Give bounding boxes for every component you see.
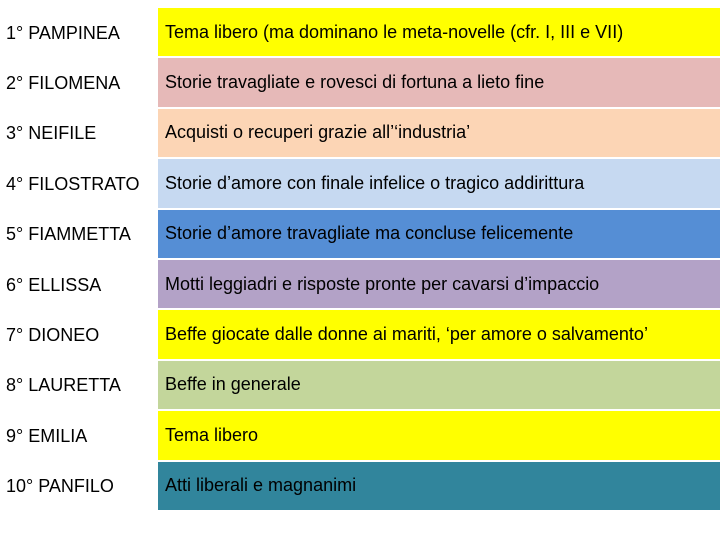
day-narrator-cell: 1° PAMPINEA xyxy=(6,22,120,43)
day-theme-cell: Beffe in generale xyxy=(158,361,720,411)
day-theme-cell: Storie d’amore travagliate ma concluse felicemente xyxy=(158,210,720,260)
day-narrator-cell: 3° NEIFILE xyxy=(6,123,97,144)
day-narrator-cell: 2° FILOMENA xyxy=(6,73,121,94)
table-row xyxy=(0,58,720,108)
day-theme-cell: Storie travagliate e rovesci di fortuna a lieto fine xyxy=(158,58,720,108)
table-row xyxy=(0,361,720,411)
day-narrator-cell: 6° ELLISSA xyxy=(6,274,102,295)
day-narrator-cell: 4° FILOSTRATO xyxy=(6,173,140,194)
table-row xyxy=(0,411,720,461)
table-row xyxy=(0,462,720,512)
day-narrator-cell: 5° FIAMMETTA xyxy=(6,224,131,245)
day-narrator-cell: 10° PANFILO xyxy=(6,476,114,497)
table-row xyxy=(0,8,720,58)
day-narrator-cell: 8° LAURETTA xyxy=(6,375,121,396)
day-theme-cell: Atti liberali e magnanimi xyxy=(158,462,720,512)
day-narrator-cell: 7° DIONEO xyxy=(6,325,100,346)
table-row xyxy=(0,210,720,260)
table-row xyxy=(0,109,720,159)
day-theme-cell: Storie d’amore con finale infelice o tragico addirittura xyxy=(158,159,720,209)
day-theme-cell: Tema libero (ma dominano le meta-novelle (cfr. I, III e VII) xyxy=(158,8,720,58)
day-theme-cell: Beffe giocate dalle donne ai mariti, ‘per amore o salvamento’ xyxy=(158,310,720,360)
table-row xyxy=(0,159,720,209)
table-row xyxy=(0,310,720,360)
day-theme-cell: Acquisti o recuperi grazie all’‘industria’ xyxy=(158,109,720,159)
days-table xyxy=(0,8,720,512)
day-narrator-cell: 9° EMILIA xyxy=(6,425,88,446)
table-row xyxy=(0,260,720,310)
day-theme-cell: Tema libero xyxy=(158,411,720,461)
day-theme-cell: Motti leggiadri e risposte pronte per cavarsi d’impaccio xyxy=(158,260,720,310)
